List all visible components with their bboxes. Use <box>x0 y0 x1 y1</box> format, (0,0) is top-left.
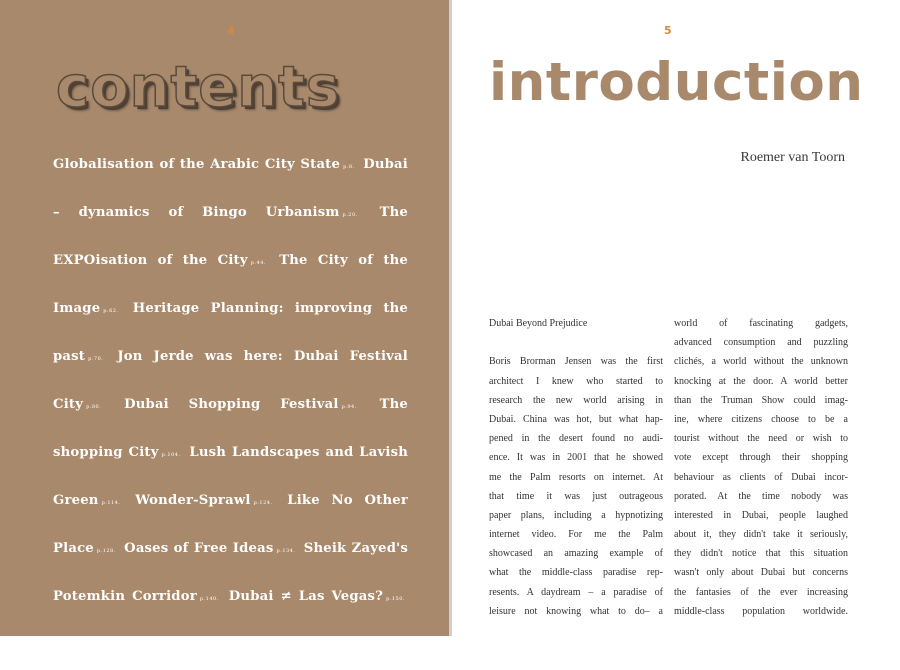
body-line: internet video. For me the Palm <box>489 529 663 541</box>
toc-entry-title: Jon Jerde was here: Dubai Festival City <box>53 349 408 412</box>
body-line: world of fascinating gadgets, <box>674 318 848 329</box>
toc-entry-page: p.124. <box>253 500 273 506</box>
body-line: knocking at the door. A world better <box>674 375 848 387</box>
toc-entry-title: Dubai Shopping Festival <box>124 397 339 412</box>
body-line: interested in Dubai, people laughed <box>674 509 848 521</box>
toc-entry-title: Sheik Zayed's Potemkin Corridor <box>53 541 408 604</box>
toc-entry-title: Oases of Free Ideas <box>124 541 274 556</box>
toc-entry-title: Lush Landscapes and Lavish Green <box>53 445 408 508</box>
toc-entry-page: p.44. <box>250 260 266 266</box>
toc-entry[interactable] <box>135 493 275 508</box>
body-spacer <box>489 333 663 352</box>
body-line: Boris Brorman Jensen was the first <box>489 356 663 368</box>
toc-entry-page: p.94. <box>341 404 357 410</box>
body-line: tourist without the need or wish to <box>674 433 848 445</box>
text-column-2 <box>674 314 848 621</box>
body-line: showcased an amazing example of <box>489 548 663 560</box>
section-subheading: Dubai Beyond Prejudice <box>489 318 588 329</box>
introduction-page <box>452 0 900 636</box>
body-line: me the Palm resorts on internet. At <box>489 471 663 483</box>
body-line: paper plans, including a hypnotizing <box>489 509 663 521</box>
body-line: vote except through their shopping <box>674 452 848 464</box>
toc-entry-page: p.140. <box>199 596 219 602</box>
toc-entry-page: p.8. <box>343 164 355 170</box>
body-line: behaviour as clients of Dubai incor- <box>674 471 848 483</box>
body-line: ine, where citizens choose to be a <box>674 413 848 425</box>
body-line: research the new world arising in <box>489 394 663 406</box>
contents-title: contents <box>56 55 341 120</box>
toc-entry-page: p.70. <box>88 356 104 362</box>
toc-entry-page: p.20. <box>342 212 358 218</box>
body-line: leisure not knowing what to do– a <box>489 605 663 617</box>
toc-entry[interactable] <box>124 397 360 412</box>
contents-page <box>0 0 449 652</box>
toc-entry[interactable] <box>229 589 408 604</box>
toc-entry-page: p.114. <box>101 500 121 506</box>
body-line: the fantasies of the ever increasing <box>674 586 848 598</box>
toc-entry-page: p.80. <box>86 404 102 410</box>
toc-entry-page: p.128. <box>96 548 116 554</box>
toc-entry-title: The EXPOisation of the City <box>53 205 408 268</box>
author-name: Roemer van Toorn <box>740 150 845 165</box>
body-line: resents. A daydream – a paradise of <box>489 586 663 598</box>
toc-entry-title: Heritage Planning: improving the past <box>53 301 408 364</box>
body-line: pened in the desert found no audi- <box>489 433 663 445</box>
body-line: middle-class population worldwide. <box>674 605 848 617</box>
toc-entry-page: p.104. <box>161 452 181 458</box>
body-line: Dubai. China was hot, but what hap- <box>489 413 663 425</box>
body-line: advanced consumption and puzzling <box>674 337 848 349</box>
toc-entry[interactable] <box>124 541 298 556</box>
toc-entry-page: p.134. <box>276 548 296 554</box>
toc-entry[interactable] <box>53 157 358 172</box>
body-line: wasn't only about Dubai but concerns <box>674 567 848 579</box>
toc-entry-title: Wonder-Sprawl <box>135 493 251 508</box>
text-column-1 <box>489 314 663 621</box>
body-line: about it, they didn't take it seriously, <box>674 529 848 541</box>
body-line: ence. It was in 2001 that he showed <box>489 452 663 464</box>
toc-entry-page: p.157. <box>140 644 160 650</box>
body-line: that time it was just outrageous <box>489 490 663 502</box>
introduction-title: introduction <box>489 52 864 113</box>
toc-entry-title: The City of the Image <box>53 253 408 316</box>
toc-entry-page: p.150. <box>386 596 406 602</box>
body-line: they didn't notice that this situation <box>674 548 848 560</box>
body-line: than the Truman Show could imag- <box>674 394 848 406</box>
body-line: architect I knew who started to <box>489 375 663 387</box>
toc-entry-title: Dubai – dynamics of Bingo Urbanism <box>53 157 408 220</box>
body-line: what the middle-class paradise rep- <box>489 567 663 579</box>
body-line: porated. At the time nobody was <box>674 490 848 502</box>
toc-entry-title: References <box>53 637 138 652</box>
toc-entry-title: The shopping City <box>53 397 409 460</box>
table-of-contents <box>53 142 408 670</box>
page-number-right: 5 <box>664 24 672 37</box>
toc-entry-page: p.62. <box>103 308 119 314</box>
page-number-left: 4 <box>227 24 235 37</box>
toc-entry-title: Dubai ≠ Las Vegas? <box>228 589 384 604</box>
toc-entry[interactable] <box>53 637 162 652</box>
toc-entry-title: Globalisation of the Arabic City State <box>53 157 341 172</box>
toc-entry-title: Like No Other Place <box>53 493 408 556</box>
body-line: clichés, a world without the unknown <box>674 356 848 368</box>
